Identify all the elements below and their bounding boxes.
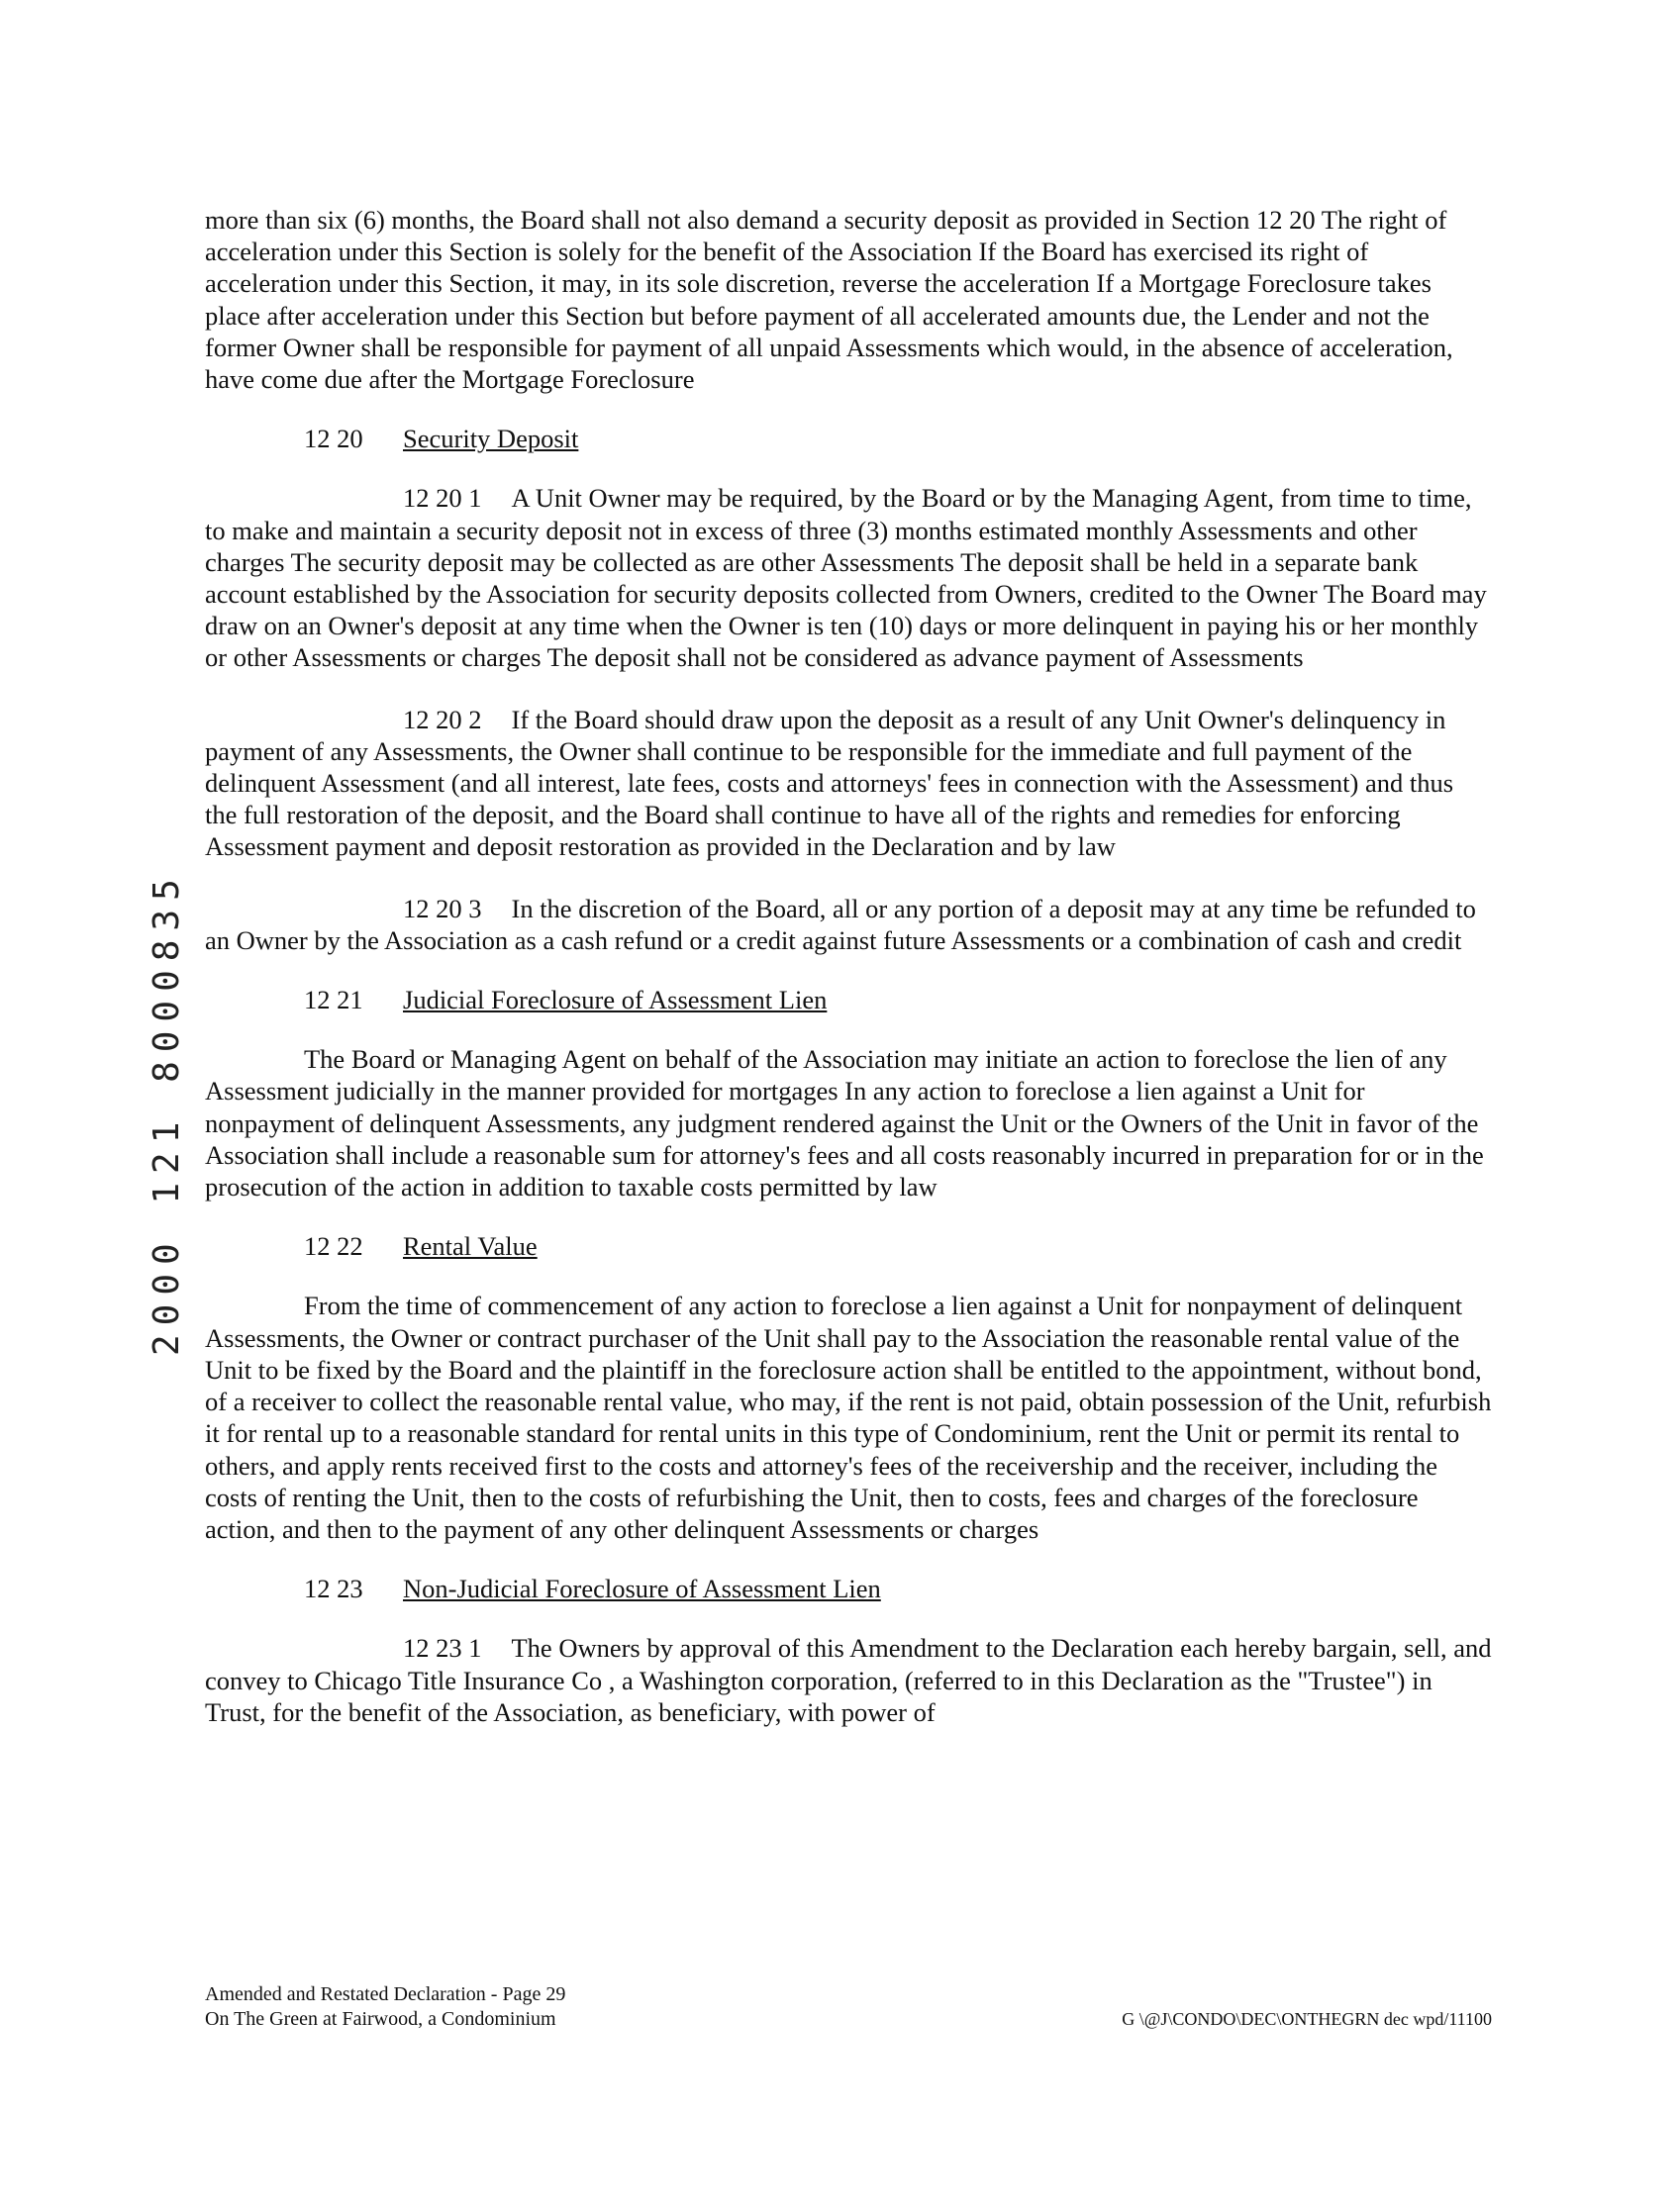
document-page — [205, 204, 1492, 1728]
section-number: 12 23 — [304, 1574, 363, 1604]
subsection-text: A Unit Owner may be required, by the Board or by the Managing Agent, from time to time, to make and maintain a security deposit not in excess of three (3) months estimated monthly Assessments and other charges The security deposit may be collected as are other Assessments The deposit shall be held in a separate bank account established by the Association for security deposits collected from Owners, credited to the Owner The Board may draw on an Owner's deposit at any time when the Owner is ten (10) days or more delinquent in paying his or her monthly or other Assessments or charges The deposit shall not be considered as advance payment of Assessments — [205, 483, 1487, 673]
footer-document-name: On The Green at Fairwood, a Condominium — [205, 2008, 556, 2030]
subsection-number: 12 20 3 — [403, 893, 482, 923]
paragraph-12-21: The Board or Managing Agent on behalf of the Association may initiate an action to foreclose the lien of any Assessment judicially in the manner provided for mortgages In any action to foreclose a lien against a Unit for nonpayment of delinquent Assessments, any judgment rendered against the Unit or the Owners of the Unit in favor of the Association shall include a reasonable sum for attorney's fees and all costs reasonably incurred in preparation for or in the prosecution of the action in addition to taxable costs permitted by law — [205, 1044, 1484, 1202]
section-title: Security Deposit — [403, 424, 579, 454]
paragraph-12-20-1 — [205, 482, 1492, 673]
section-heading-12-21 — [205, 984, 1492, 1015]
section-number: 12 20 — [304, 424, 363, 454]
continuation-paragraph: more than six (6) months, the Board shall not also demand a security deposit as provided in Section 12 20 The right of acceleration under this Section is solely for the benefit of the Association If the Board has exercised its right of acceleration under this Section, it may, in its sole discretion, reverse the acceleration If a Mortgage Foreclosure takes place after acceleration under this Section but before payment of all accelerated amounts due, the Lender and not the former Owner shall be responsible for payment of all unpaid Assessments which would, in the absence of acceleration, have come due after the Mortgage Foreclosure — [205, 205, 1453, 395]
section-title: Non-Judicial Foreclosure of Assessment Lien — [403, 1574, 881, 1604]
subsection-number: 12 23 1 — [403, 1633, 482, 1664]
paragraph-12-23-1 — [205, 1632, 1492, 1728]
subsection-text: The Owners by approval of this Amendment to the Declaration each hereby bargain, sell, and convey to Chicago Title Insurance Co , a Washington corporation, (referred to in this Declaration as the "Trustee") in Trust, for the benefit of the Association, as beneficiary, with power of — [205, 1633, 1492, 1727]
section-heading-12-20 — [205, 423, 1492, 454]
subsection-text: If the Board should draw upon the deposit as a result of any Unit Owner's delinquency in payment of any Assessments, the Owner shall continue to be responsible for the immediate and full payment of the delinquent Assessment (and all interest, late fees, costs and attorneys' fees in connection with the Assessment) and thus the full restoration of the deposit, and the Board shall continue to have all of the rights and remedies for enforcing Assessment payment and deposit restoration as provided in the Declaration and by law — [205, 704, 1454, 862]
section-number: 12 21 — [304, 985, 363, 1015]
page-footer — [205, 1982, 1492, 2032]
section-heading-12-23 — [205, 1573, 1492, 1604]
section-title: Judicial Foreclosure of Assessment Lien — [403, 985, 828, 1015]
section-heading-12-22 — [205, 1230, 1492, 1262]
paragraph-12-22: From the time of commencement of any action to foreclose a lien against a Unit for nonpayment of delinquent Assessments, the Owner or contract purchaser of the Unit shall pay to the Association the reasonable rental value of the Unit to be fixed by the Board and the plaintiff in the foreclosure action shall be entitled to the appointment, without bond, of a receiver to collect the reasonable rental value, who may, if the rent is not paid, obtain possession of the Unit, refurbish it for rental up to a reasonable standard for rental units in this type of Condominium, rent the Unit or permit its rental to others, and apply rents received first to the costs and attorney's fees of the receivership and the receiver, including the costs of renting the Unit, then to the costs of refurbishing the Unit, then to costs, fees and charges of the foreclosure action, and then to the payment of any other delinquent Assessments or charges — [205, 1291, 1492, 1544]
footer-file-path: G \@J\CONDO\DEC\ONTHEGRN dec wpd/11100 — [1122, 2009, 1492, 2029]
paragraph-12-20-3 — [205, 893, 1492, 956]
paragraph-12-20-2 — [205, 704, 1492, 863]
subsection-number: 12 20 2 — [403, 704, 482, 734]
footer-page-label: Amended and Restated Declaration - Page 29 — [205, 1983, 566, 2005]
subsection-text: In the discretion of the Board, all or any portion of a deposit may at any time be refunded to an Owner by the Association as a cash refund or a credit against future Assessments or a combination of cash and credit — [205, 893, 1476, 955]
subsection-number: 12 20 1 — [403, 483, 482, 514]
section-title: Rental Value — [403, 1231, 538, 1262]
recording-number-text: 2000 121 8000835 — [147, 870, 187, 1356]
section-number: 12 22 — [304, 1231, 363, 1262]
